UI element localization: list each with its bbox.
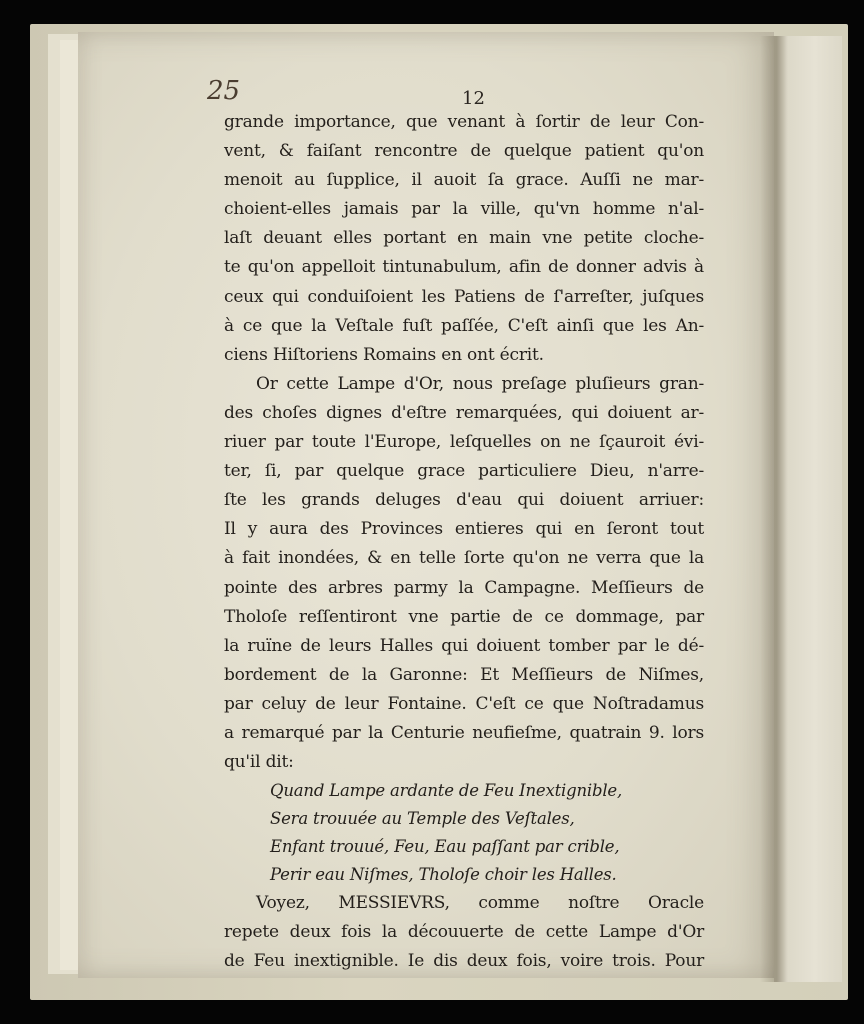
text-line: ſte les grands deluges d'eau qui doiuent arriuer: (224, 490, 704, 511)
verse-line: Sera trouuée au Temple des Veſtales, (270, 809, 575, 829)
gutter-shadow (760, 36, 788, 982)
text-line: à ce que la Veſtale fuſt paſſée, C'eſt ainſi que les An- (224, 315, 704, 336)
verse-line: Perir eau Niſmes, Tholoſe choir les Halles. (270, 865, 617, 885)
text-line: pointe des arbres parmy la Campagne. Meſſieurs de (224, 577, 704, 598)
text-line: Il y aura des Provinces entieres qui en ſeront tout (224, 519, 704, 540)
text-line: vent, & faiſant rencontre de quelque patient qu'on (224, 141, 704, 162)
page-text (224, 108, 704, 976)
page-number: 12 (462, 88, 485, 109)
text-line: ceux qui conduiſoient les Patiens de ſ'arreſter, juſques (224, 286, 704, 307)
text-line: par celuy de leur Fontaine. C'eſt ce que Noſtradamus (224, 693, 704, 714)
text-line: Or cette Lampe d'Or, nous preſage pluſieurs gran- (256, 373, 704, 394)
text-line: à fait inondées, & en telle ſorte qu'on ne verra que la (224, 548, 704, 569)
text-line: grande importance, que venant à ſortir de leur Con- (224, 112, 704, 132)
text-line: de Feu inextignible. Ie dis deux fois, voire trois. Pour (224, 951, 704, 972)
text-line: choient-elles jamais par la ville, qu'vn homme n'al- (224, 199, 704, 220)
text-line: laſt deuant elles portant en main vne petite cloche- (224, 228, 704, 249)
text-line: menoit au ſupplice, il auoit ſa grace. Auſſi ne mar- (224, 170, 704, 191)
verse-block (224, 777, 704, 889)
text-line: la ruïne de leurs Halles qui doiuent tomber par le dé- (224, 635, 704, 656)
verse-line: Enfant trouué, Feu, Eau paſſant par crible, (270, 837, 620, 857)
verse-line: Quand Lampe ardante de Feu Inextignible, (270, 781, 623, 801)
text-line: des choſes dignes d'eſtre remarquées, qui doiuent ar- (224, 402, 704, 423)
text-line: ciens Hiſtoriens Romains en ont écrit. (224, 344, 544, 365)
handwritten-margin-note: 25 (207, 76, 241, 106)
text-line: Tholoſe reſſentiront vne partie de ce dommage, par (224, 606, 704, 627)
text-line: repete deux fois la découuerte de cette Lampe d'Or (224, 922, 704, 943)
text-line: qu'il dit: (224, 752, 294, 773)
text-line: riuer par toute l'Europe, leſquelles on ne ſçauroit évi- (224, 432, 704, 453)
text-line: a remarqué par la Centurie neufieſme, quatrain 9. lors (224, 722, 704, 743)
text-line: Voyez, MESSIEVRS, comme noſtre Oracle (256, 893, 704, 914)
text-line: bordement de la Garonne: Et Meſſieurs de Niſmes, (224, 664, 704, 685)
text-line: ter, ſi, par quelque grace particuliere Dieu, n'arre- (224, 461, 704, 482)
text-line: te qu'on appelloit tintunabulum, afin de donner advis à (224, 257, 704, 278)
